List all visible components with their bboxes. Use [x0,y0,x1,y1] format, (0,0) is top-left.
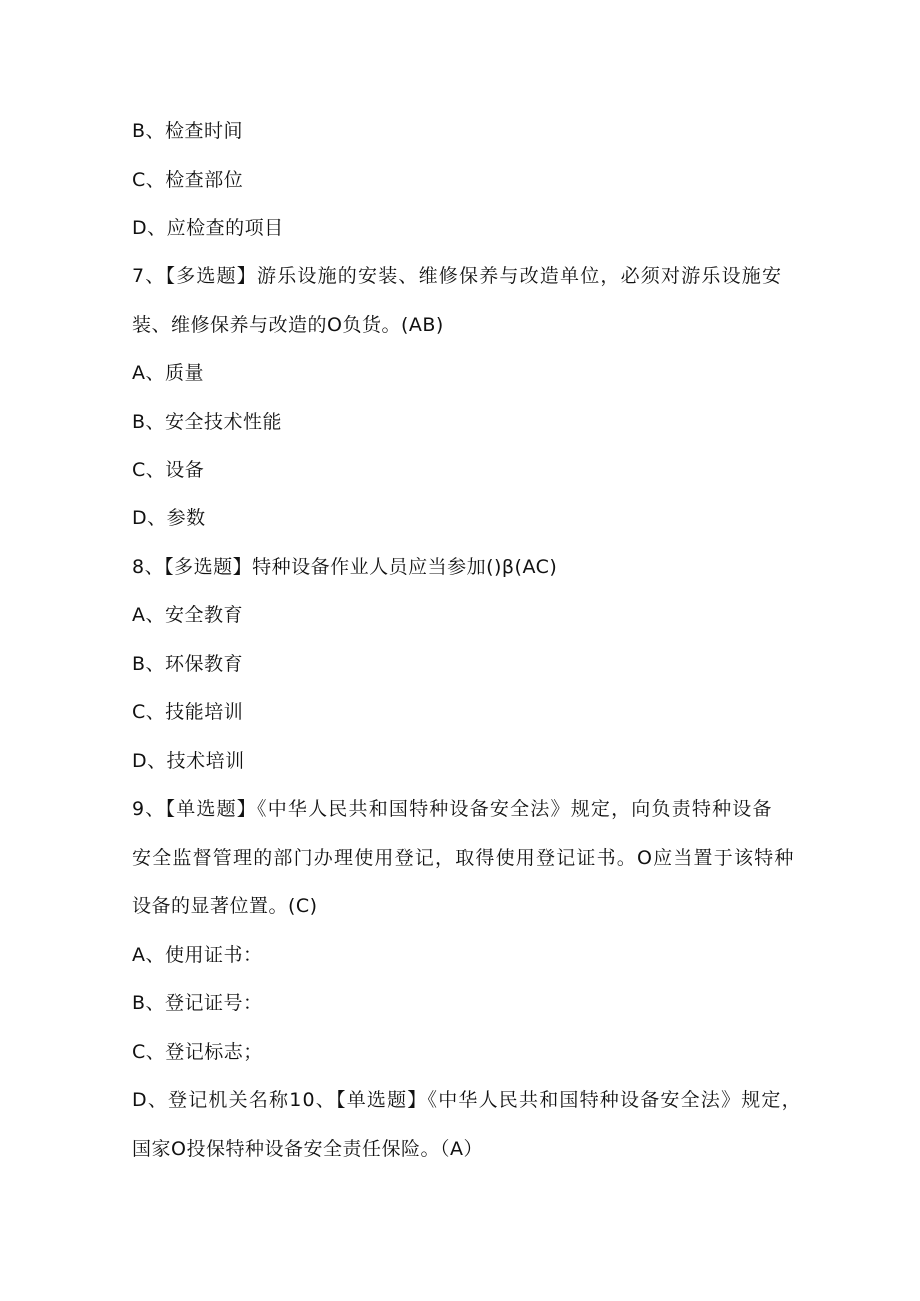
option-line: D、参数 [132,507,206,529]
option-line: B、环保教育 [132,653,244,675]
option-line: A、质量 [132,362,204,384]
option-line: B、安全技术性能 [132,411,283,433]
option-line: C、技能培训 [132,701,244,723]
option-line: A、使用证书： [132,944,263,966]
option-line: A、安全教育 [132,604,243,626]
question-line: 设备的显著位置。(C) [132,895,318,917]
question-line: 7、【多选题】游乐设施的安装、维修保养与改造单位，必须对游乐设施安 [132,265,783,287]
option-line: D、应检查的项目 [132,217,284,239]
question-line: 安全监督管理的部门办理使用登记，取得使用登记证书。O应当置于该特种 [132,847,795,869]
question-line: 装、维修保养与改造的O负货。(AB) [132,314,444,336]
question-line: D、登记机关名称10、【单选题】《中华人民共和国特种设备安全法》规定， [132,1089,802,1111]
option-line: B、登记证号： [132,992,263,1014]
option-line: B、检查时间 [132,120,244,142]
option-line: C、登记标志； [132,1041,263,1063]
option-line: C、检查部位 [132,169,244,191]
question-line: 9、【单选题】《中华人民共和国特种设备安全法》规定，向负责特种设备 [132,798,773,820]
question-line: 8、【多选题】特种设备作业人员应当参加()β(AC) [132,556,558,578]
option-line: C、设备 [132,459,205,481]
option-line: D、技术培训 [132,750,245,772]
question-line: 国家O投保特种设备安全责任保险。（A） [132,1138,483,1160]
